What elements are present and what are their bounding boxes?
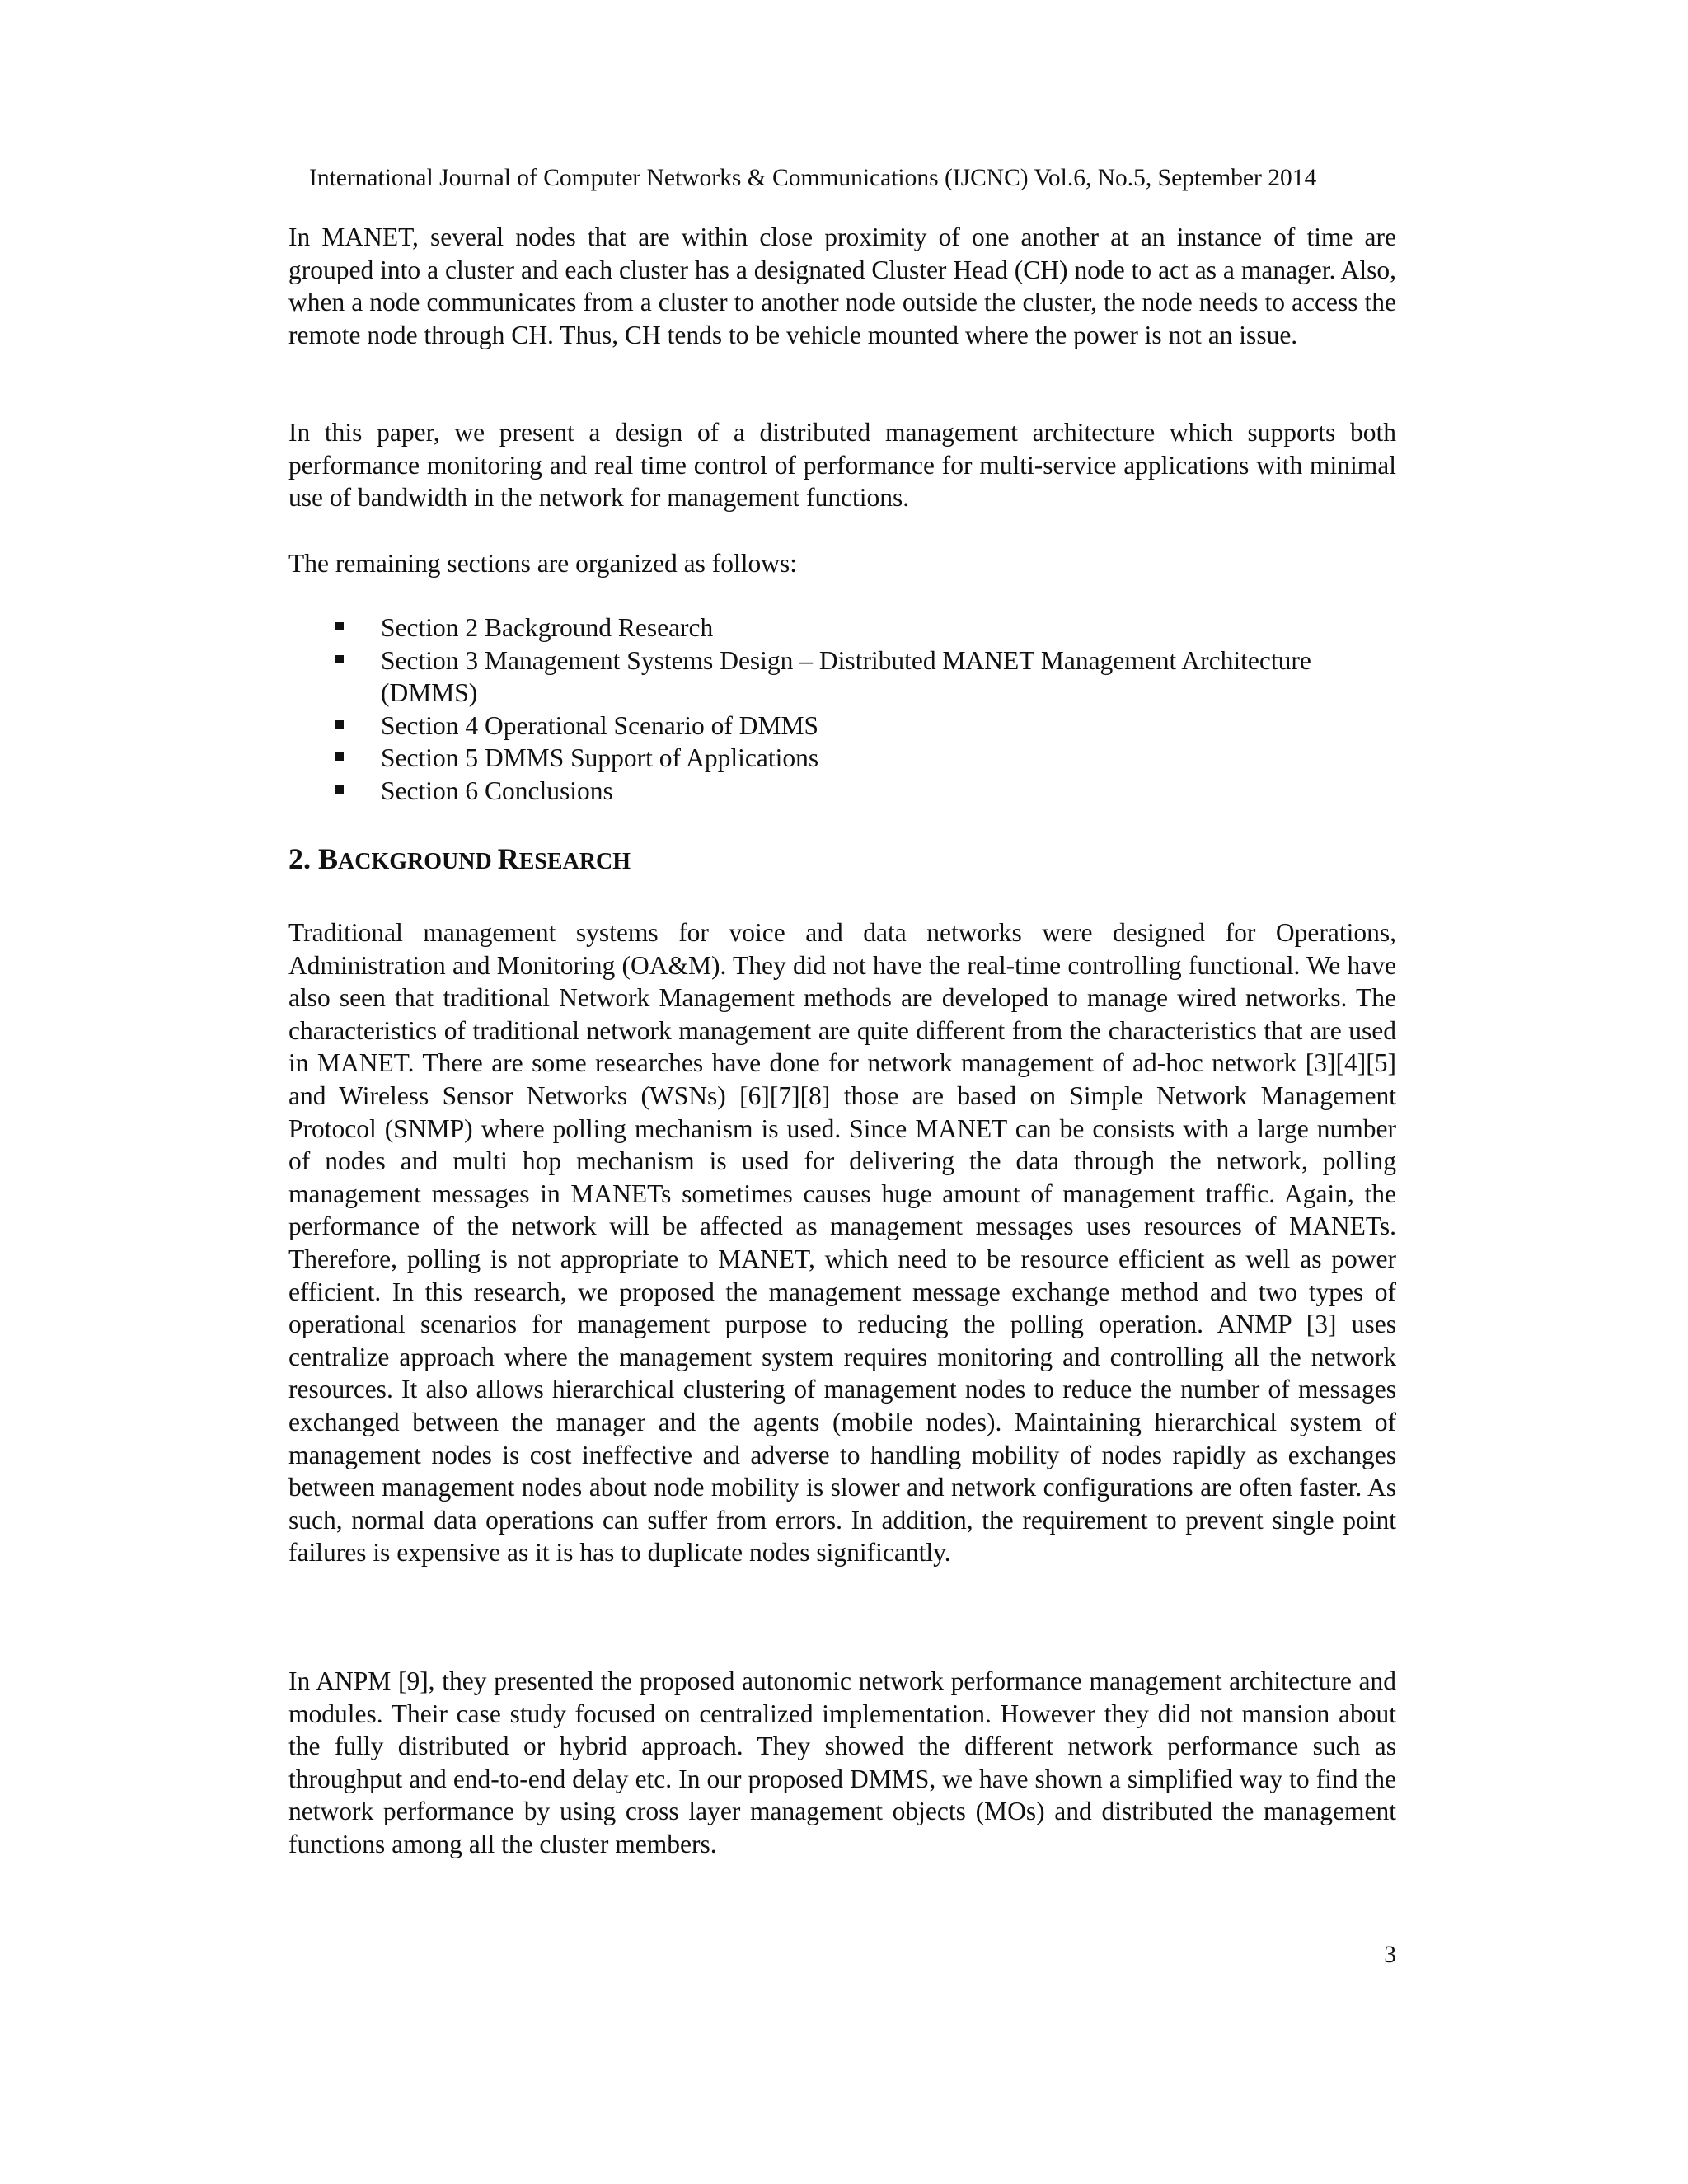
heading-smallcaps: ACKGROUND xyxy=(338,849,498,874)
outline-item-text: Section 4 Operational Scenario of DMMS xyxy=(381,710,819,740)
outline-item-text: Section 3 Management Systems Design – Distributed MANET Management Architecture (DMMS) xyxy=(381,645,1311,708)
square-bullet-icon xyxy=(335,752,344,761)
outline-item xyxy=(288,710,1396,743)
outline-item xyxy=(288,742,1396,775)
paragraph-traditional-management: Traditional management systems for voice and data networks were designed for Operations, Administration and Monitoring (OA&M). They did not have the real-time controlling functional. We have also seen that traditional Network Management methods are developed to manage wired networks. The characteristics of traditional network management are quite different from the characteristics that are used in MANET. There are some researches have done for network management of ad-hoc network [3][4][5] and Wireless Sensor Networks (WSNs) [6][7][8] those are based on Simple Network Management Protocol (SNMP) where polling mechanism is used. Since MANET can be consists with a large number of nodes and multi hop mechanism is used for delivering the data through the network, polling management messages in MANETs sometimes causes huge amount of management traffic. Again, the performance of the network will be affected as management messages uses resources of MANETs. Therefore, polling is not appropriate to MANET, which need to be resource efficient as well as power efficient. In this research, we proposed the management message exchange method and two types of operational scenarios for management purpose to reducing the polling operation. ANMP [3] uses centralize approach where the management system requires monitoring and controlling all the network resources. It also allows hierarchical clustering of management nodes to reduce the number of messages exchanged between the manager and the agents (mobile nodes). Maintaining hierarchical system of management nodes is cost ineffective and adverse to handling mobility of nodes rapidly as exchanges between management nodes about node mobility is slower and network configurations are often faster. As such, normal data operations can suffer from errors. In addition, the requirement to prevent single point failures is expensive as it is has to duplicate nodes significantly. xyxy=(288,918,1396,1568)
outline-item-text: Section 6 Conclusions xyxy=(381,776,613,805)
paragraph-anpm: In ANPM [9], they presented the proposed autonomic network performance management architecture and modules. Their case study focused on centralized implementation. However they did not mansion about the fully distributed or hybrid approach. They showed the different network performance such as throughput and end-to-end delay etc. In our proposed DMMS, we have shown a simplified way to find the network performance by using cross layer management objects (MOs) and distributed the management functions among all the cluster members. xyxy=(288,1666,1396,1858)
square-bullet-icon xyxy=(335,720,344,729)
square-bullet-icon xyxy=(335,785,344,794)
heading-initial: R xyxy=(497,842,519,875)
paragraph-manet-clusters: In MANET, several nodes that are within close proximity of one another at an instance of time are grouped into a cluster and each cluster has a designated Cluster Head (CH) node to act as a manager. Also, when a node communicates from a cluster to another node outside the cluster, the node needs to access the remote node through CH. Thus, CH tends to be vehicle mounted where the power is not an issue. xyxy=(288,223,1396,349)
outline-item-text: Section 5 DMMS Support of Applications xyxy=(381,743,819,773)
section-outline-list xyxy=(288,612,1396,808)
outline-item xyxy=(288,644,1396,710)
square-bullet-icon xyxy=(335,655,344,663)
journal-running-header: International Journal of Computer Networks & Communications (IJCNC) Vol.6, No.5, September 2014 xyxy=(309,165,1317,191)
section-heading xyxy=(288,841,631,880)
outline-item-text: Section 2 Background Research xyxy=(381,613,714,642)
page-number: 3 xyxy=(1384,1942,1396,1968)
heading-smallcaps: ESEARCH xyxy=(518,849,631,874)
outline-item xyxy=(288,775,1396,808)
section-number: 2. xyxy=(288,842,318,875)
heading-initial: B xyxy=(318,842,339,875)
square-bullet-icon xyxy=(335,622,344,630)
paragraph-sections-intro: The remaining sections are organized as follows: xyxy=(288,549,797,578)
outline-item xyxy=(288,612,1396,644)
paragraph-paper-purpose: In this paper, we present a design of a distributed management architecture which supports both performance monitoring and real time control of performance for multi-service applications with minimal use of bandwidth in the network for management functions. xyxy=(288,418,1396,513)
